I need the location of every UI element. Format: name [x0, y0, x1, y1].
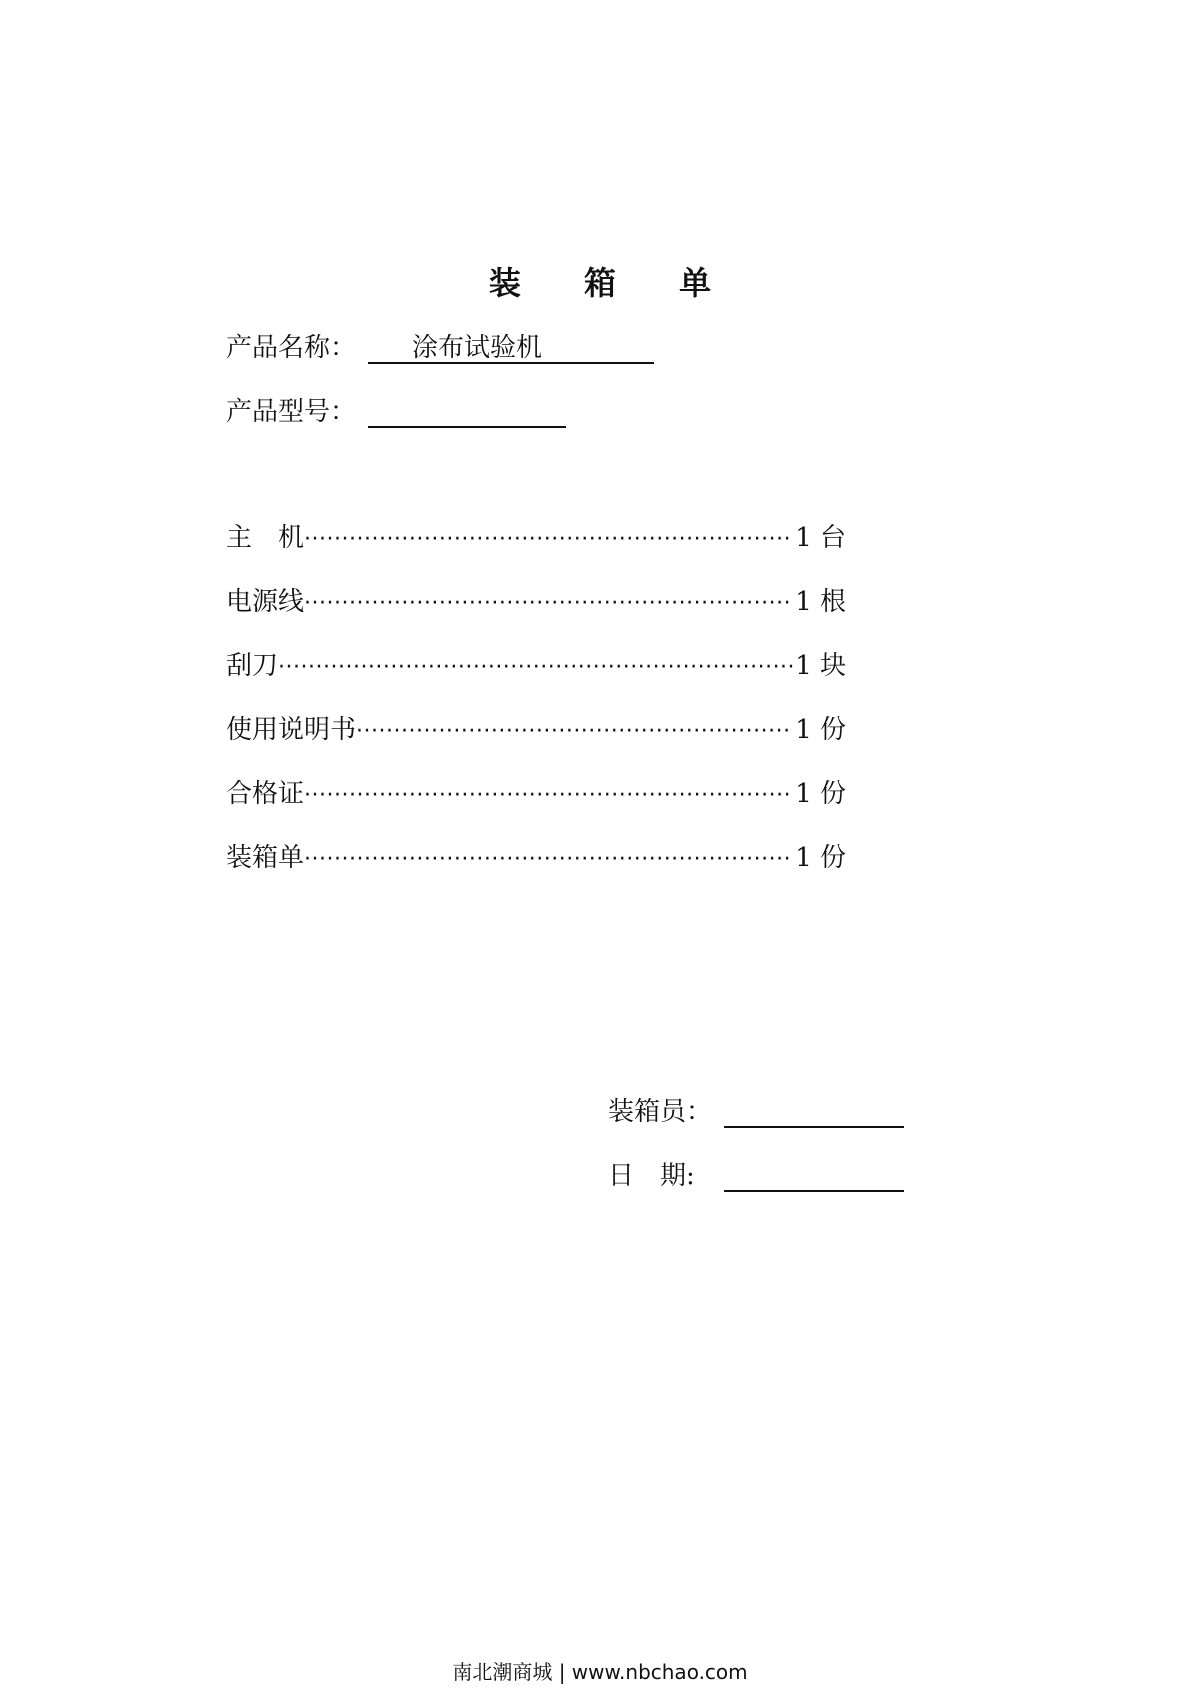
- product-name-field: [368, 328, 654, 364]
- list-item: [226, 518, 846, 582]
- packer-label: 装箱员：: [608, 1097, 713, 1127]
- product-model-field: [368, 392, 566, 428]
- item-name: 主 机: [226, 523, 305, 553]
- item-name: 电源线: [226, 587, 305, 617]
- packing-list: [226, 518, 846, 902]
- leader-dots: [356, 710, 793, 752]
- date-label: 日 期:: [608, 1161, 695, 1191]
- date-signature-row: [608, 1156, 695, 1196]
- leader-dots: [304, 582, 793, 624]
- product-model-label: 产品型号：: [226, 397, 357, 427]
- leader-dots: [304, 838, 793, 880]
- document-title: 装 箱 单: [488, 264, 738, 302]
- date-line: [724, 1156, 904, 1192]
- item-quantity: 1 台: [795, 523, 846, 553]
- list-item: [226, 774, 846, 838]
- product-model-row: [226, 392, 356, 432]
- item-name: 装箱单: [226, 843, 305, 873]
- list-item: [226, 838, 846, 902]
- product-name-value: 涂布试验机: [412, 333, 543, 363]
- list-item: [226, 646, 846, 710]
- item-quantity: 1 份: [795, 779, 846, 809]
- item-quantity: 1 块: [795, 651, 846, 681]
- product-name-row: [226, 328, 543, 368]
- list-item: [226, 710, 846, 774]
- leader-dots: [278, 646, 793, 688]
- leader-dots: [304, 774, 793, 816]
- item-name: 合格证: [226, 779, 305, 809]
- item-quantity: 1 份: [795, 843, 846, 873]
- item-quantity: 1 根: [795, 587, 846, 617]
- item-name: 刮刀: [226, 651, 279, 681]
- leader-dots: [304, 518, 793, 560]
- list-item: [226, 582, 846, 646]
- packer-signature-row: [608, 1092, 712, 1132]
- footer-watermark: 南北潮商城 | www.nbchao.com: [452, 1660, 748, 1684]
- item-quantity: 1 份: [795, 715, 846, 745]
- item-name: 使用说明书: [226, 715, 357, 745]
- product-name-label: 产品名称：: [226, 333, 357, 363]
- packer-signature-line: [724, 1092, 904, 1128]
